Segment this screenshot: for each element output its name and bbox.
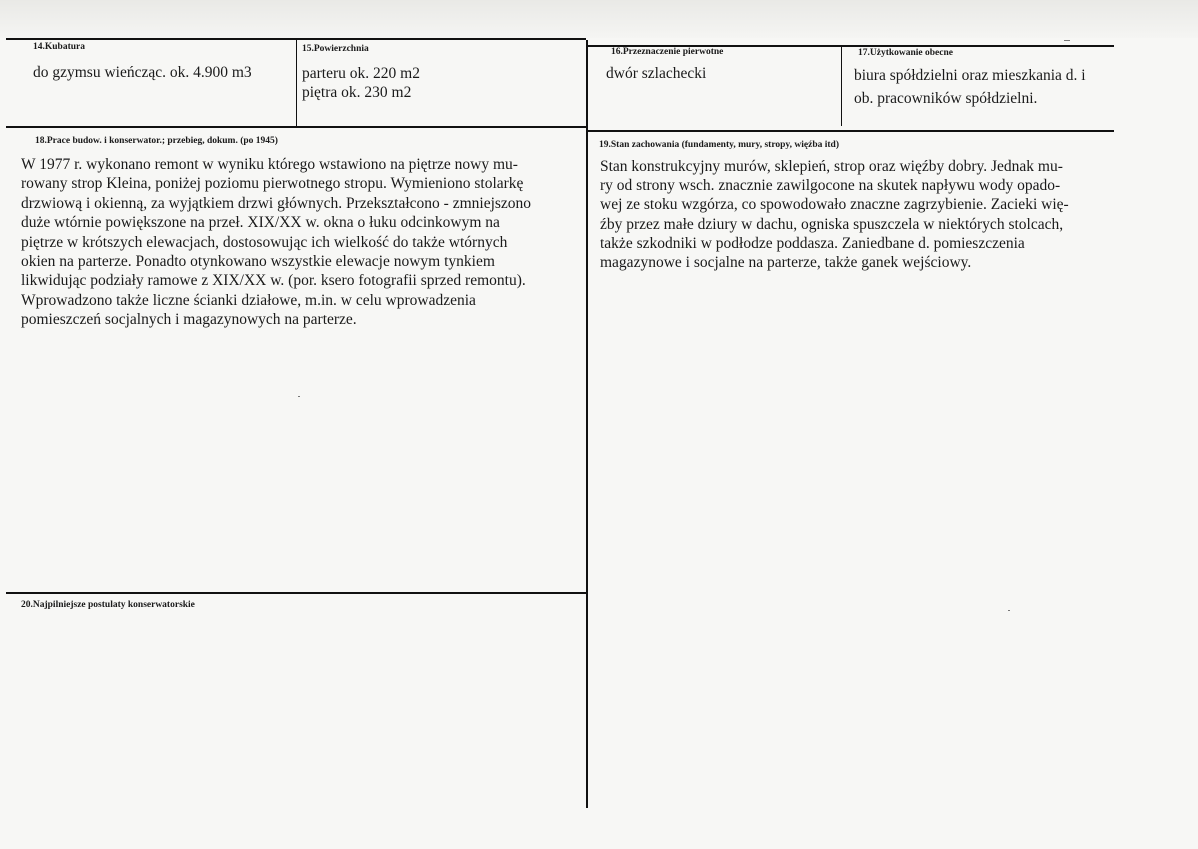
field-18-line: W 1977 r. wykonano remont w wyniku którego wstawiono na piętrze nowy mu- — [21, 156, 518, 173]
field-19-line: Stan konstrukcyjny murów, sklepień, strop oraz więźby dobry. Jednak mu- — [600, 158, 1063, 175]
field-18-line: piętrze w krótszych elewacjach, dostosowując ich wielkość do także wtórnych — [21, 233, 508, 251]
scan-speck — [298, 396, 300, 397]
divider-main — [586, 40, 588, 808]
field-19-line: źby przez małe dziury w dachu, ogniska spuszczela w niektórych stolcach, — [600, 215, 1064, 233]
row-divider-20 — [6, 592, 586, 594]
field-17-label: 17.Użytkowanie obecne — [858, 48, 953, 58]
field-18-line: okien na parterze. Ponadto otynkowano wszystkie elewacje nowym tynkiem — [21, 253, 495, 271]
row-divider-right — [586, 130, 1114, 132]
scan-speck — [1064, 40, 1070, 41]
field-19-label: 19.Stan zachowania (fundamenty, mury, stropy, więźba itd) — [599, 140, 839, 150]
field-14-label: 14.Kubatura — [33, 42, 85, 52]
field-14-value: do gzymsu wieńcząc. ok. 4.900 m3 — [33, 64, 252, 81]
field-15-label: 15.Powierzchnia — [302, 44, 369, 54]
scan-speck — [1008, 610, 1010, 611]
scan-margin — [0, 0, 1198, 38]
field-15-value-line-2: piętra ok. 230 m2 — [302, 84, 412, 101]
field-18-text — [21, 155, 531, 330]
field-17-value-line-1: biura spółdzielni oraz mieszkania d. i — [854, 67, 1086, 84]
field-18-line: Wprowadzono także liczne ścianki działowe, m.in. w celu wprowadzenia — [21, 291, 476, 309]
field-19-line: magazynowe i socjalne na parterze, także ganek wejściowy. — [600, 254, 972, 272]
field-19-line: ry od strony wsch. znacznie zawilgocone na skutek napływu wody opado- — [600, 177, 1061, 195]
row-divider-left — [6, 126, 586, 128]
field-19-text — [600, 157, 1069, 272]
field-15-value-line-1: parteru ok. 220 m2 — [302, 65, 420, 82]
field-16-label: 16.Przeznaczenie pierwotne — [611, 47, 724, 57]
field-18-line: likwidując podziały ramowe z XIX/XX w. (por. ksero fotografii sprzed remontu). — [21, 272, 526, 290]
field-18-label: 18.Prace budow. i konserwator.; przebieg, dokum. (po 1945) — [35, 136, 278, 146]
divider-16-17 — [841, 47, 842, 126]
field-18-line: drzwiową i okienną, za wyjątkiem drzwi głównych. Przekształcono - zmniejszono — [21, 194, 532, 212]
field-18-line: pomieszczeń socjalnych i magazynowych na parterze. — [21, 311, 357, 329]
field-20-label: 20.Najpilniejsze postulaty konserwatorskie — [21, 600, 195, 610]
field-18-line: duże wtórnie powiększone na przeł. XIX/XX w. okna o łuku odcinkowym na — [21, 214, 500, 232]
field-16-value: dwór szlachecki — [606, 65, 707, 82]
field-18-line: rowany strop Kleina, poniżej poziomu pierwotnego stropu. Wymieniono stolarkę — [21, 175, 524, 193]
field-17-value-line-2: ob. pracowników spółdzielni. — [854, 90, 1038, 107]
field-19-line: wej ze stoku wzgórza, co spowodowało znaczne zagrzybienie. Zacieki wię- — [600, 196, 1069, 214]
field-19-line: także szkodniki w podłodze poddasza. Zaniedbane d. pomieszczenia — [600, 234, 1025, 252]
divider-14-15 — [296, 40, 297, 126]
